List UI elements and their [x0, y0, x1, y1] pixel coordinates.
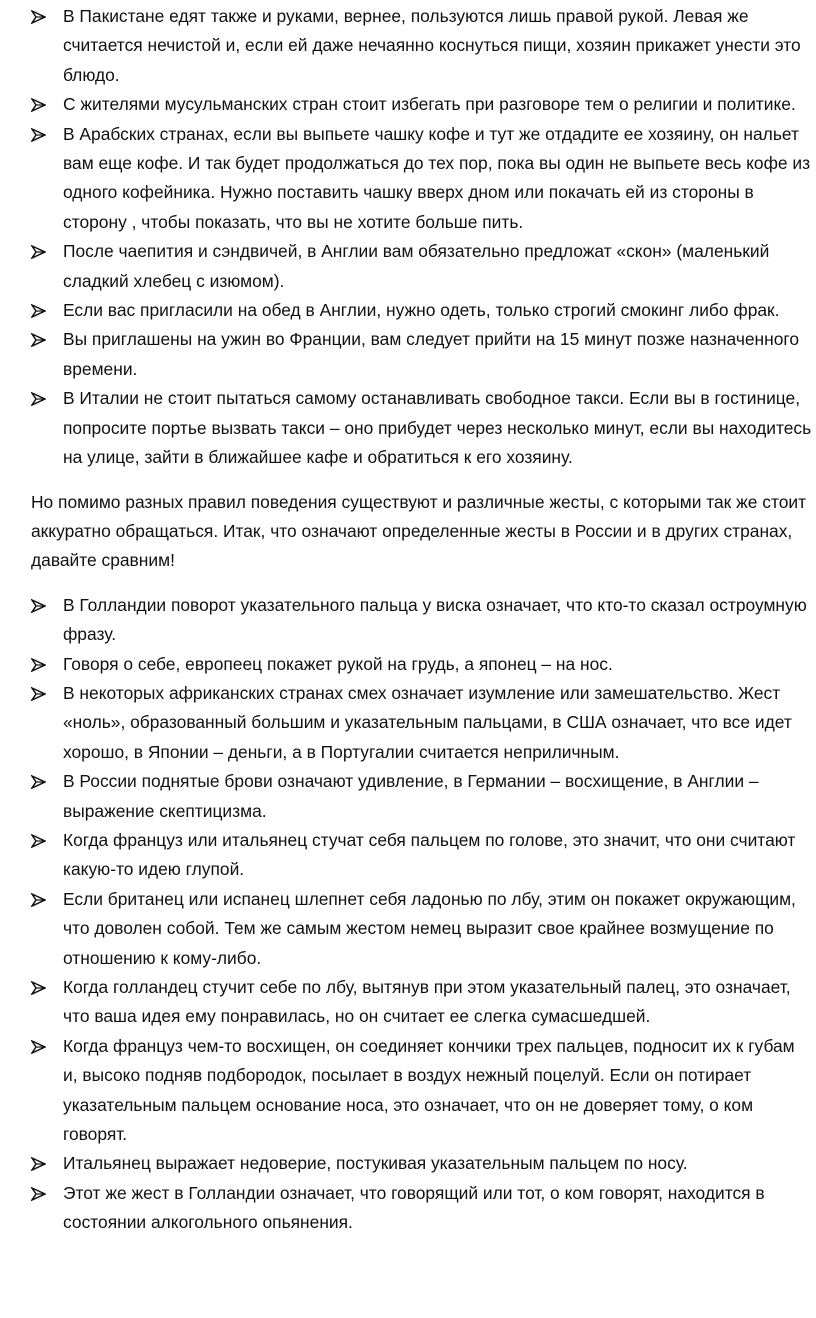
list-item [31, 1179, 812, 1238]
arrow-bullet-icon [31, 98, 46, 112]
list-item-text: В России поднятые брови означают удивление, в Германии – восхищение, в Англии – выражение скептицизма. [63, 771, 759, 821]
arrow-bullet-icon [31, 304, 46, 318]
list-item [31, 325, 812, 384]
list-item-text: Вы приглашены на ужин во Франции, вам следует прийти на 15 минут позже назначенного времени. [63, 329, 800, 379]
list-item-text: С жителями мусульманских стран стоит избегать при разговоре тем о религии и политике. [63, 94, 796, 115]
etiquette-list [31, 2, 812, 473]
list-item-text: В Пакистане едят также и руками, вернее, пользуются лишь правой рукой. Левая же считается нечистой и, если ей даже нечаянно коснуться пищи, хозяин прикажет унести это блюдо. [63, 6, 801, 85]
gestures-list [31, 591, 812, 1238]
intro-paragraph: Но помимо разных правил поведения существуют и различные жесты, с которыми так же стоит аккуратно обращаться. Итак, что означают определенные жесты в России и в других странах, давайте сравним! [31, 491, 807, 571]
list-item [31, 973, 812, 1032]
arrow-bullet-icon [31, 775, 46, 789]
arrow-bullet-icon [31, 658, 46, 672]
list-item-text: В Голландии поворот указательного пальца у виска означает, что кто-то сказал остроумную фразу. [63, 594, 807, 645]
list-item [31, 90, 812, 119]
list-item [31, 1032, 812, 1150]
list-item-text: В Италии не стоит пытаться самому останавливать свободное такси. Если вы в гостинице, попросите портье вызвать такси – оно прибудет через несколько минут, если вы находитесь на улице, зайти в ближайшее кафе и обратиться к его хозяину. [63, 388, 812, 468]
arrow-bullet-icon [31, 10, 46, 24]
list-item [31, 1149, 812, 1178]
list-item-text: Говоря о себе, европеец покажет рукой на грудь, а японец – на нос. [63, 653, 613, 674]
list-item-text: Если британец или испанец шлепнет себя ладонью по лбу, этим он покажет окружающим, что доволен собой. Тем же самым жестом немец выразит свое крайнее возмущение по отношению к кому-либо. [63, 888, 796, 968]
list-item [31, 650, 812, 679]
list-item-text: Когда француз или итальянец стучат себя пальцем по голове, это значит, что они считают какую-то идею глупой. [63, 829, 796, 880]
list-item [31, 767, 812, 826]
list-item [31, 679, 812, 767]
list-item-text: В некоторых африканских странах смех означает изумление или замешательство. Жест «ноль», образованный большим и указательным пальцами, в США означает, что все идет хорошо, в Японии – деньги, а в Португалии считается неприличным. [63, 682, 792, 762]
list-item-text: Когда голландец стучит себе по лбу, вытянув при этом указательный палец, это означает, что ваша идея ему понравилась, но он считает ее слегка сумасшедшей. [63, 977, 791, 1027]
list-item [31, 2, 812, 90]
list-item-text: Этот же жест в Голландии означает, что говорящий или тот, о ком говорят, находится в состоянии алкогольного опьянения. [63, 1182, 765, 1233]
arrow-bullet-icon [31, 1157, 46, 1171]
arrow-bullet-icon [31, 1187, 46, 1201]
list-item [31, 885, 812, 973]
list-item-text: После чаепития и сэндвичей, в Англии вам обязательно предложат «скон» (маленький сладкий хлебец с изюмом). [63, 241, 770, 291]
arrow-bullet-icon [31, 392, 46, 406]
arrow-bullet-icon [31, 599, 46, 613]
arrow-bullet-icon [31, 981, 46, 995]
arrow-bullet-icon [31, 1040, 46, 1054]
list-item-text: Итальянец выражает недоверие, постукивая указательным пальцем по носу. [63, 1153, 688, 1174]
list-item [31, 296, 812, 325]
list-item-text: В Арабских странах, если вы выпьете чашку кофе и тут же отдадите ее хозяину, он нальет вам еще кофе. И так будет продолжаться до тех пор, пока вы один не выпьете весь кофе из одного кофейника. Нужно поставить чашку вверх дном или покачать ей из стороны в сторону , чтобы показать, что вы не хотите больше пить. [63, 123, 811, 232]
list-item [31, 826, 812, 885]
list-item-text: Когда француз чем-то восхищен, он соединяет кончики трех пальцев, подносит их к губам и, высоко подняв подбородок, посылает в воздух нежный поцелуй. Если он потирает указательным пальцем основание носа, это означает, что он не доверяет тому, о ком говорят. [63, 1035, 795, 1145]
arrow-bullet-icon [31, 333, 46, 347]
arrow-bullet-icon [31, 687, 46, 701]
arrow-bullet-icon [31, 245, 46, 259]
list-item [31, 384, 812, 472]
list-item [31, 591, 812, 650]
list-item [31, 120, 812, 238]
arrow-bullet-icon [31, 893, 46, 907]
arrow-bullet-icon [31, 128, 46, 142]
list-item [31, 237, 812, 296]
arrow-bullet-icon [31, 834, 46, 848]
list-item-text: Если вас пригласили на обед в Англии, нужно одеть, только строгий смокинг либо фрак. [63, 300, 780, 321]
